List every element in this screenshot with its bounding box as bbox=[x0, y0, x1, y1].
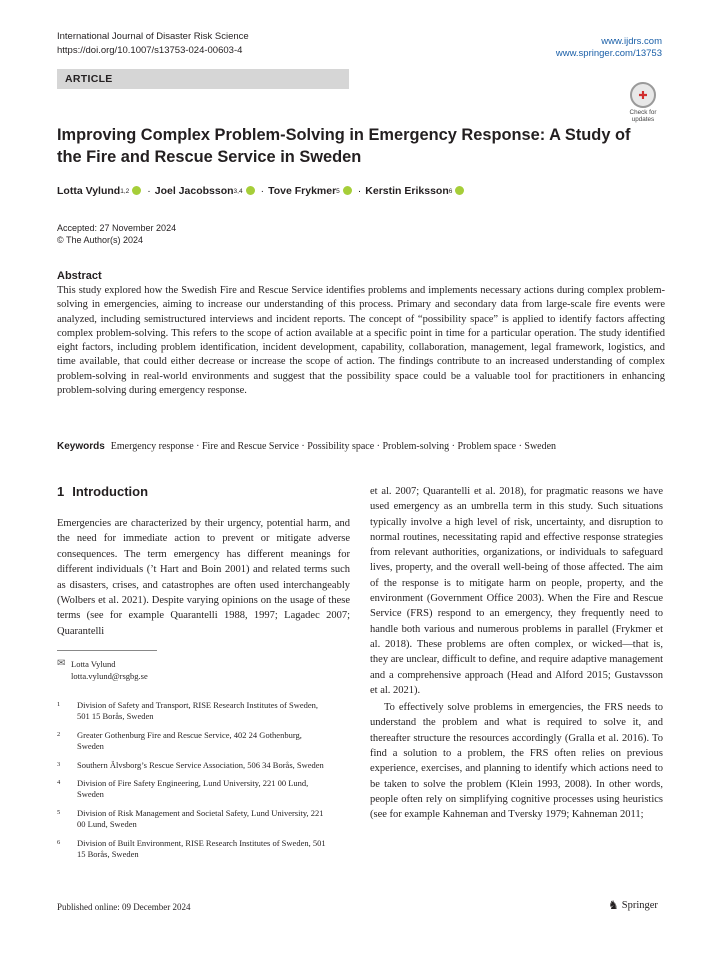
keywords-label: Keywords bbox=[57, 441, 105, 452]
section-heading bbox=[57, 484, 148, 499]
affiliation-text: Division of Safety and Transport, RISE Research Institutes of Sweden, 501 15 Borås, Sweden bbox=[77, 700, 319, 722]
author-name[interactable]: Lotta Vylund bbox=[57, 185, 121, 197]
affiliation-item bbox=[57, 700, 327, 723]
publisher-name: Springer bbox=[621, 900, 658, 911]
author-separator: · bbox=[357, 185, 362, 197]
springer-horse-icon: ♞ bbox=[608, 898, 619, 912]
author-affiliation: 5 bbox=[336, 187, 340, 195]
affiliation-text: Division of Fire Safety Engineering, Lund University, 221 00 Lund, Sweden bbox=[77, 778, 309, 800]
affiliation-number: 3 bbox=[57, 760, 61, 768]
contact-name: Lotta Vylund bbox=[71, 659, 116, 669]
author-separator: · bbox=[260, 185, 265, 197]
footnote-divider bbox=[57, 650, 157, 651]
copyright-notice: © The Author(s) 2024 bbox=[57, 235, 144, 245]
keywords bbox=[57, 441, 665, 452]
abstract-heading: Abstract bbox=[57, 270, 102, 282]
affiliation-item bbox=[57, 778, 327, 801]
author-affiliation: 3,4 bbox=[233, 187, 243, 195]
springer-logo bbox=[608, 898, 658, 913]
affiliation-number: 4 bbox=[57, 779, 61, 787]
body-paragraph: To effectively solve problems in emergencies, the FRS needs to understand the problem and what is required to solve it, and thereafter structure the resources accordingly (Gralla et al. 2016). To find a solution to a problem, the FRS often relies on previous experience, exercises, and planning to identify which actions need to be taken to solve the problem (Klein 1993, 2008). In other words, people often rely on simplifying cognitive processes using heuristics (see for example Kahneman and Tversky 1979; Kahneman 2011; bbox=[370, 702, 663, 821]
header-links bbox=[556, 36, 662, 60]
author-affiliation: 6 bbox=[448, 187, 453, 195]
author-separator: · bbox=[147, 185, 151, 197]
affiliation-item bbox=[57, 760, 327, 771]
affiliation-number: 2 bbox=[57, 730, 61, 738]
author-name[interactable]: Kerstin Eriksson bbox=[365, 185, 449, 197]
affiliation-text: Southern Älvsborg’s Rescue Service Association, 506 34 Borås, Sweden bbox=[77, 759, 324, 770]
affiliation-text: Greater Gothenburg Fire and Rescue Service, 402 24 Gothenburg, Sweden bbox=[77, 729, 302, 752]
orcid-icon[interactable] bbox=[455, 186, 464, 195]
doi-link[interactable]: https://doi.org/10.1007/s13753-024-00603-4 bbox=[57, 45, 243, 56]
author-list bbox=[57, 185, 466, 197]
affiliation-item bbox=[57, 730, 327, 753]
journal-header bbox=[57, 30, 249, 58]
contact-email[interactable]: lotta.vylund@rsgbg.se bbox=[71, 670, 148, 681]
crossmark-icon: ✚ bbox=[630, 82, 656, 108]
paper-title: Improving Complex Problem-Solving in Emergency Response: A Study of the Fire and Rescue Service in Sweden bbox=[57, 126, 631, 166]
orcid-icon[interactable] bbox=[132, 186, 141, 195]
body-text-left: Emergencies are characterized by their urgency, potential harm, and the need for immediate action to prevent or mitigate adverse consequences. The term emergency has different meanings for different individuals (’t Hart and Boin 2001) and related terms such as disasters, crises, and catastrophes are often used interchangeably (Wolbers et al. 2021). Despite varying opinions on the usage of these terms (see for example Quarantelli 1988, 1997; Lagadec 2007; Quarantelli bbox=[57, 518, 350, 637]
affiliation-item bbox=[57, 838, 327, 861]
affiliation-number: 5 bbox=[57, 808, 61, 816]
check-for-updates-button[interactable] bbox=[625, 82, 661, 123]
body-text-right bbox=[370, 484, 663, 825]
affiliation-item bbox=[57, 808, 327, 831]
journal-website-link[interactable]: www.ijdrs.com bbox=[601, 36, 662, 47]
article-type-band: ARTICLE bbox=[57, 69, 349, 89]
affiliation-number: 1 bbox=[57, 701, 61, 708]
article-dates bbox=[57, 222, 176, 246]
springer-website-link[interactable]: www.springer.com/13753 bbox=[555, 48, 662, 59]
affiliation-list bbox=[57, 700, 327, 867]
affiliation-text: Division of Built Environment, RISE Research Institutes of Sweden, 501 15 Borås, Sweden bbox=[77, 837, 326, 860]
check-updates-label: Check for updates bbox=[629, 109, 657, 123]
keywords-list: Emergency response · Fire and Rescue Service · Possibility space · Problem-solving · Problem space · Sweden bbox=[110, 441, 557, 452]
mail-icon: ✉ bbox=[57, 658, 66, 669]
section-title: Introduction bbox=[72, 484, 149, 499]
journal-name: International Journal of Disaster Risk Science bbox=[57, 31, 249, 42]
author-name[interactable]: Joel Jacobsson bbox=[154, 185, 234, 197]
author-affiliation: 1,2 bbox=[120, 187, 130, 195]
published-online: Published online: 09 December 2024 bbox=[57, 902, 191, 912]
affiliation-text: Division of Risk Management and Societal Safety, Lund University, 221 00 Lund, Sweden bbox=[77, 807, 324, 830]
corresponding-author bbox=[57, 659, 148, 682]
orcid-icon[interactable] bbox=[246, 186, 255, 195]
accepted-date: Accepted: 27 November 2024 bbox=[57, 223, 177, 233]
affiliation-number: 6 bbox=[57, 838, 61, 846]
abstract-text: This study explored how the Swedish Fire and Rescue Service identifies problems and implements necessary actions during complex problem-solving in emergencies, aiming to increase our understanding of this process. Primary and secondary data from large-scale fire events were analyzed, including semistructured interviews and incident reports. The concept of “possibility space” is applied to identify factors affecting complex problem-solving. This refers to the scope of action available at a specific point in time for a particular operation. The study identified eight factors, including problem identification, incident development, capability, collaboration, management, legal framework, logistics, and time available, that could either decrease or increase the scope of action. The findings contribute to an increased understanding of complex problem-solving in real-world environments and suggest that the possibility space could be a valuable tool for practitioners in enhancing problem-solving during emergency response. bbox=[57, 285, 665, 397]
body-paragraph: et al. 2007; Quarantelli et al. 2018), for pragmatic reasons we have used emergency as an umbrella term in this study. Such situations typically involve a high level of risk, uncertainty, and disruption to normal routines, necessitating rapid and effective response strategies from relevant authorities, organizations, or individuals to safeguard lives, property, and the overall well-being of those affected. The aim of the response is to mitigate harm on people, property, and the environment (Government Office 2003). When the Fire and Rescue Service (FRS) respond to an emergency, they frequently need to handle both various and numerous problems in parallel (Frykmer et al. 2018). These problems are often complex, or wicked—that is, they are unclear, difficult to define, and require adaptive management and a comprehensive approach (Head and Alford 2015; Gustavsson et al. 2021). bbox=[370, 486, 663, 696]
orcid-icon[interactable] bbox=[343, 186, 352, 195]
section-number: 1 bbox=[57, 484, 65, 499]
author-name[interactable]: Tove Frykmer bbox=[268, 185, 337, 197]
